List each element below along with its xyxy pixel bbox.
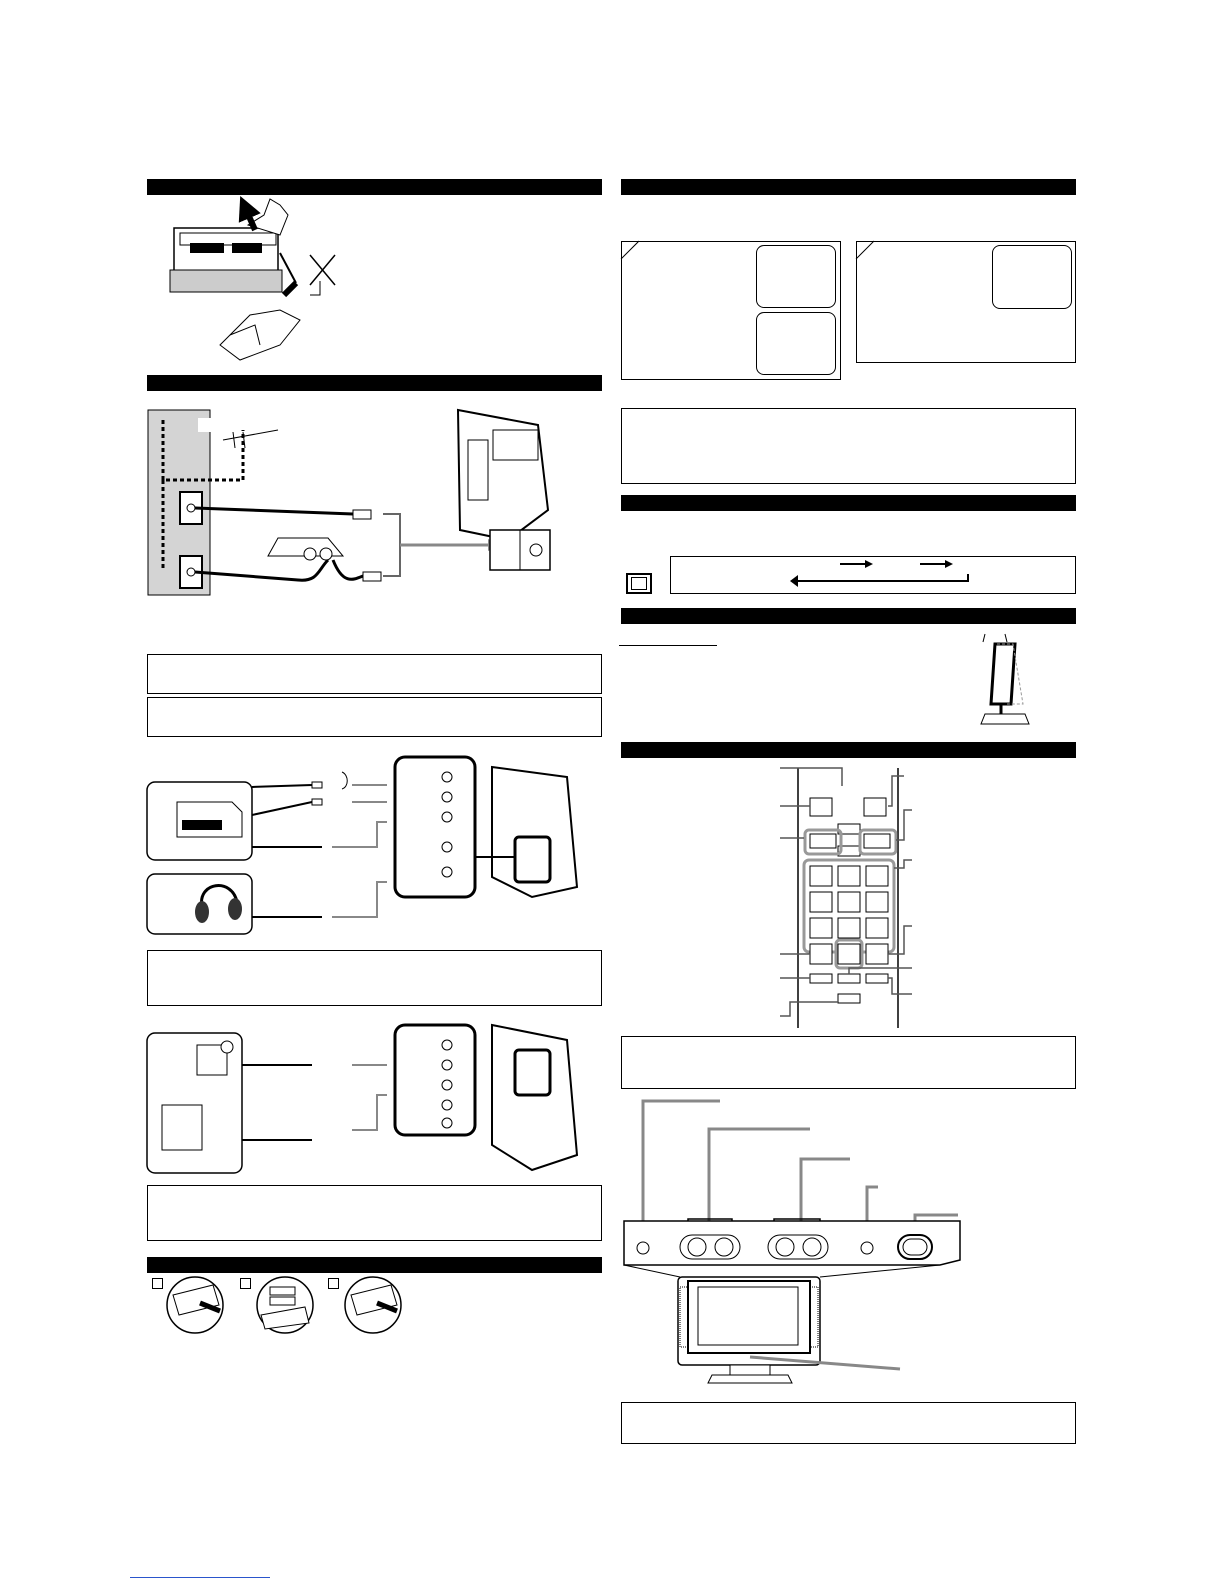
note-box-right-3 bbox=[621, 1402, 1076, 1444]
note-box-2 bbox=[147, 697, 602, 737]
note-box-1 bbox=[147, 654, 602, 694]
audio-video-connection-illustration bbox=[147, 757, 607, 947]
note-box-right-2 bbox=[621, 1036, 1076, 1089]
front-panel-controls-illustration bbox=[620, 1095, 980, 1400]
underline-rule bbox=[619, 645, 717, 646]
screen-inset-top bbox=[756, 245, 836, 308]
screen-inset-bottom bbox=[756, 312, 836, 375]
antenna-wiring-illustration bbox=[148, 410, 608, 600]
stand-removal-illustration bbox=[160, 195, 350, 370]
section-bar-right-second bbox=[621, 495, 1076, 511]
note-box-4 bbox=[147, 1185, 602, 1241]
button-icon-inner bbox=[631, 577, 647, 590]
camcorder-game-connection-illustration bbox=[147, 1025, 607, 1175]
section-bar-remote bbox=[621, 742, 1076, 758]
step-marker-1 bbox=[152, 1278, 163, 1289]
footer-link-underline[interactable] bbox=[130, 1577, 270, 1578]
remote-control-illustration bbox=[780, 768, 960, 1028]
note-box-right-1 bbox=[621, 408, 1076, 484]
corner-fold-icon bbox=[621, 241, 641, 261]
note-box-3 bbox=[147, 950, 602, 1006]
section-bar-tilt bbox=[621, 608, 1076, 624]
tilt-angle-illustration bbox=[975, 634, 1045, 729]
cycle-arrows-icon bbox=[780, 558, 980, 588]
battery-steps-illustration bbox=[165, 1275, 415, 1335]
screen-inset bbox=[992, 245, 1072, 309]
section-bar-right-top bbox=[621, 179, 1076, 195]
corner-fold-icon bbox=[856, 241, 876, 261]
section-bar-stand-removal bbox=[147, 179, 602, 195]
section-bar-batteries bbox=[147, 1257, 602, 1273]
section-bar-antenna bbox=[147, 375, 602, 391]
